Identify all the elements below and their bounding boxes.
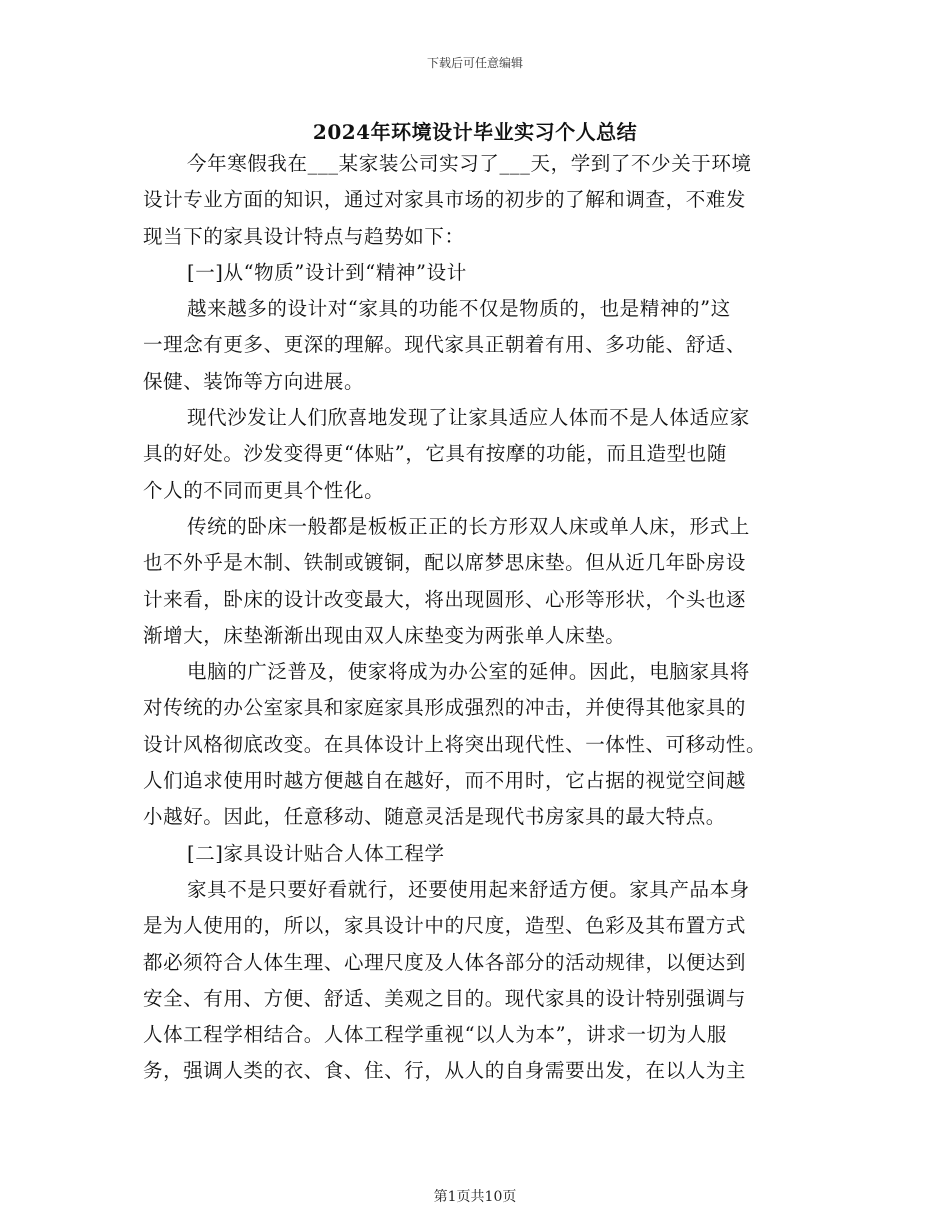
paragraph-line: 一理念有更多、更深的理解。现代家具正朝着有用、多功能、舒适、: [143, 333, 747, 357]
paragraph-line: 对传统的办公室家具和家庭家具形成强烈的冲击，并使得其他家具的: [143, 696, 747, 720]
paragraph-line: 安全、有用、方便、舒适、美观之目的。现代家具的设计特别强调与: [143, 986, 747, 1010]
paragraph-line: 现当下的家具设计特点与趋势如下：: [143, 224, 465, 248]
paragraph-line: 人们追求使用时越方便越自在越好，而不用时，它占据的视觉空间越: [143, 769, 747, 793]
paragraph-line: 设计专业方面的知识，通过对家具市场的初步的了解和调查，不难发: [143, 188, 747, 212]
paragraph-line: 设计风格彻底改变。在具体设计上将突出现代性、一体性、可移动性。: [143, 732, 767, 756]
paragraph-line: 今年寒假我在___某家装公司实习了___天，学到了不少关于环境: [187, 152, 752, 175]
page-number-footer: 第1页共10页: [433, 1189, 517, 1205]
section-heading: [一]从“物质”设计到“精神”设计: [187, 260, 467, 284]
paragraph-line: 家具不是只要好看就行，还要使用起来舒适方便。家具产品本身: [187, 877, 750, 901]
section-heading: [二]家具设计贴合人体工程学: [187, 841, 445, 865]
paragraph-line: 小越好。因此，任意移动、随意灵活是现代书房家具的最大特点。: [143, 805, 726, 829]
paragraph-line: 务，强调人类的衣、食、住、行，从人的自身需要出发，在以人为主: [143, 1059, 747, 1083]
paragraph-line: 越来越多的设计对“家具的功能不仅是物质的，也是精神的”这: [187, 297, 731, 321]
paragraph-line: 计来看，卧床的设计改变最大，将出现圆形、心形等形状，个头也逐: [143, 587, 747, 611]
paragraph-line: 人体工程学相结合。人体工程学重视“以人为本”，讲求一切为人服: [143, 1023, 727, 1047]
paragraph-line: 现代沙发让人们欣喜地发现了让家具适应人体而不是人体适应家: [187, 406, 750, 430]
paragraph-line: 都必须符合人体生理、心理尺度及人体各部分的活动规律，以便达到: [143, 950, 747, 974]
paragraph-line: 是为人使用的，所以，家具设计中的尺度，造型、色彩及其布置方式: [143, 914, 747, 938]
paragraph-line: 电脑的广泛普及，使家将成为办公室的延伸。因此，电脑家具将: [187, 660, 750, 684]
paragraph-line: 具的好处。沙发变得更“体贴”，它具有按摩的功能，而且造型也随: [143, 442, 727, 466]
page-header-note: 下载后可任意编辑: [426, 56, 523, 70]
document-body: [143, 146, 808, 1090]
paragraph-line: 保健、装饰等方向进展。: [143, 369, 365, 393]
paragraph-line: 渐增大，床垫渐渐出现由双人床垫变为两张单人床垫。: [143, 623, 626, 647]
paragraph-line: 也不外乎是木制、铁制或镀铜，配以席梦思床垫。但从近几年卧房设: [143, 551, 747, 575]
paragraph-line: 传统的卧床一般都是板板正正的长方形双人床或单人床，形式上: [187, 514, 750, 538]
paragraph-line: 个人的不同而更具个性化。: [143, 478, 385, 502]
document-title: 2024年环境设计毕业实习个人总结: [312, 120, 638, 144]
